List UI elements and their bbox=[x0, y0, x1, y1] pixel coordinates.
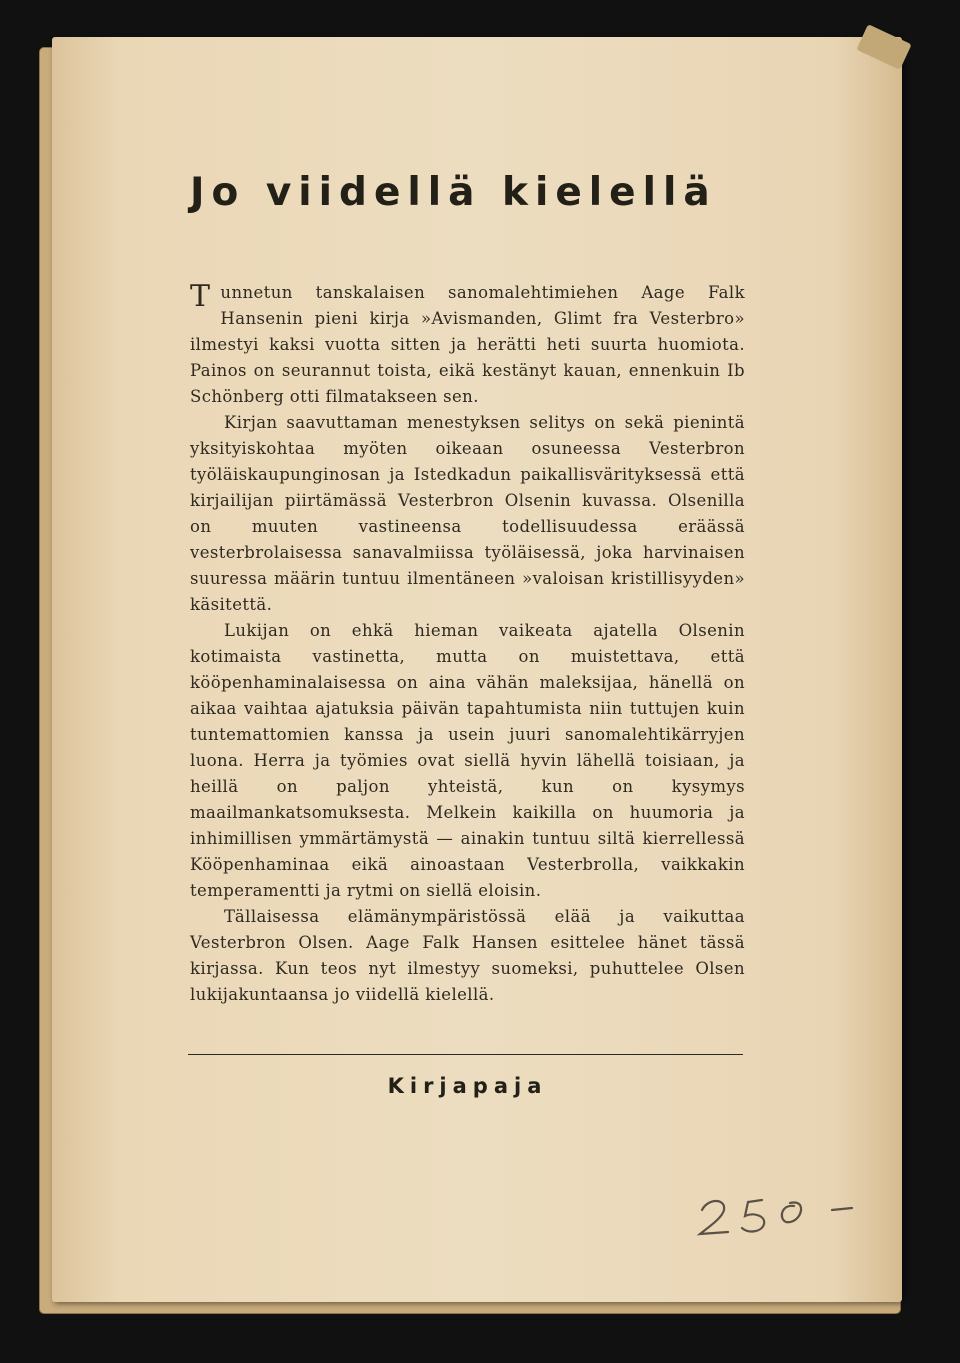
paragraph-2: Kirjan saavuttaman menestyksen selitys on sekä pienintä yksityiskohtaa myöten oikeaan osuneessa Vesterbron työläiskaupunginosan ja Istedkadun paikallisvärityksessä että kirjailijan piirtämässä Vesterbron Olsenin kuvassa. Olsenilla on muuten vastineensa todellisuudessa eräässä vesterbrolaisessa sanavalmiissa työläisessä, joka harvinaisen suuressa määrin tuntuu ilmentäneen »valoisan kristillisyyden» käsitettä. bbox=[190, 413, 745, 614]
publisher-name: Kirjapaja bbox=[387, 1074, 548, 1098]
page-title: Jo viidellä kielellä bbox=[190, 170, 717, 215]
paragraph-1-text: unnetun tanskalaisen sanomalehtimiehen Aage Falk Hansenin pieni kirja »Avismanden, Glimt fra Vesterbro» ilmestyi kaksi vuotta sitten ja herätti heti suurta huomiota. Painos on seurannut toista, eikä kestänyt kauan, ennenkuin Ib Schönberg otti filmatakseen sen. bbox=[190, 283, 745, 406]
paragraph-1 bbox=[190, 280, 745, 410]
drop-cap: T bbox=[190, 279, 211, 314]
horizontal-rule bbox=[188, 1054, 743, 1055]
handwritten-price bbox=[690, 1188, 880, 1248]
corner-fold-icon bbox=[856, 24, 911, 70]
paragraph-3: Lukijan on ehkä hieman vaikeata ajatella Olsenin kotimaista vastinetta, mutta on muistettava, että kööpenhaminalaisessa on aina vähän maleksijaa, hänellä on aikaa vaihtaa ajatuksia päivän tapahtumista niin tuttujen kuin tuntemattomien kanssa ja usein juuri sanomalehtikärryjen luona. Herra ja työmies ovat siellä hyvin lähellä toisiaan, ja heillä on paljon yhteistä, kun on kysymys maailmankatsomuksesta. Melkein kaikilla on huumoria ja inhimillisen ymmärtämystä — ainakin tuntuu siltä kierrellessä Kööpenhaminaa eikä ainoastaan Vesterbrolla, vaikkakin temperamentti ja rytmi on siellä eloisin. bbox=[190, 621, 745, 900]
body-text bbox=[190, 280, 745, 1008]
paragraph-4: Tällaisessa elämänympäristössä elää ja vaikuttaa Vesterbron Olsen. Aage Falk Hansen esittelee hänet tässä kirjassa. Kun teos nyt ilmestyy suomeksi, puhuttelee Olsen lukijakuntaansa jo viidellä kielellä. bbox=[190, 907, 745, 1004]
